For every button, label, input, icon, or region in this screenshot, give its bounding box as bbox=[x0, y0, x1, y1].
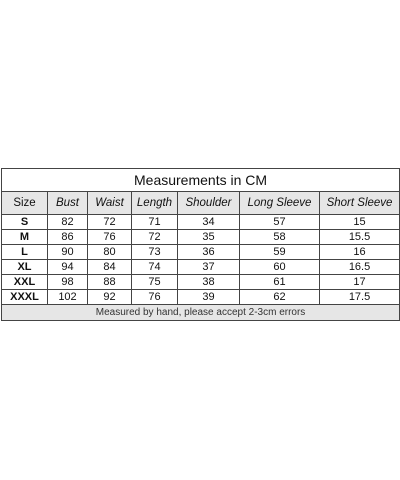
size-cell: L bbox=[2, 245, 48, 260]
size-cell: XL bbox=[2, 260, 48, 275]
waist-cell: 80 bbox=[88, 245, 132, 260]
length-cell: 72 bbox=[132, 230, 178, 245]
shoulder-cell: 38 bbox=[178, 275, 240, 290]
bust-cell: 102 bbox=[48, 290, 88, 305]
waist-cell: 92 bbox=[88, 290, 132, 305]
bust-cell: 90 bbox=[48, 245, 88, 260]
long-sleeve-cell: 59 bbox=[240, 245, 320, 260]
table-row bbox=[2, 245, 400, 260]
table-row bbox=[2, 230, 400, 245]
table-row bbox=[2, 260, 400, 275]
waist-cell: 84 bbox=[88, 260, 132, 275]
long-sleeve-cell: 60 bbox=[240, 260, 320, 275]
length-cell: 73 bbox=[132, 245, 178, 260]
long-sleeve-cell: 58 bbox=[240, 230, 320, 245]
size-cell: XXXL bbox=[2, 290, 48, 305]
size-cell: S bbox=[2, 215, 48, 230]
length-cell: 76 bbox=[132, 290, 178, 305]
length-cell: 74 bbox=[132, 260, 178, 275]
column-header-long-sleeve: Long Sleeve bbox=[240, 192, 320, 215]
short-sleeve-cell: 16 bbox=[320, 245, 400, 260]
waist-cell: 88 bbox=[88, 275, 132, 290]
shoulder-cell: 36 bbox=[178, 245, 240, 260]
short-sleeve-cell: 15.5 bbox=[320, 230, 400, 245]
shoulder-cell: 35 bbox=[178, 230, 240, 245]
waist-cell: 76 bbox=[88, 230, 132, 245]
long-sleeve-cell: 62 bbox=[240, 290, 320, 305]
short-sleeve-cell: 17 bbox=[320, 275, 400, 290]
shoulder-cell: 39 bbox=[178, 290, 240, 305]
long-sleeve-cell: 57 bbox=[240, 215, 320, 230]
size-cell: M bbox=[2, 230, 48, 245]
table-row bbox=[2, 290, 400, 305]
column-header-length: Length bbox=[132, 192, 178, 215]
bust-cell: 82 bbox=[48, 215, 88, 230]
column-header-waist: Waist bbox=[88, 192, 132, 215]
short-sleeve-cell: 17.5 bbox=[320, 290, 400, 305]
measurement-note: Measured by hand, please accept 2-3cm errors bbox=[2, 305, 400, 321]
column-header-short-sleeve: Short Sleeve bbox=[320, 192, 400, 215]
waist-cell: 72 bbox=[88, 215, 132, 230]
length-cell: 71 bbox=[132, 215, 178, 230]
long-sleeve-cell: 61 bbox=[240, 275, 320, 290]
short-sleeve-cell: 16.5 bbox=[320, 260, 400, 275]
column-header-shoulder: Shoulder bbox=[178, 192, 240, 215]
table-title: Measurements in CM bbox=[2, 169, 400, 192]
bust-cell: 94 bbox=[48, 260, 88, 275]
bust-cell: 98 bbox=[48, 275, 88, 290]
size-cell: XXL bbox=[2, 275, 48, 290]
table-row bbox=[2, 215, 400, 230]
column-header-bust: Bust bbox=[48, 192, 88, 215]
shoulder-cell: 34 bbox=[178, 215, 240, 230]
short-sleeve-cell: 15 bbox=[320, 215, 400, 230]
table-row bbox=[2, 275, 400, 290]
shoulder-cell: 37 bbox=[178, 260, 240, 275]
size-chart-table bbox=[1, 168, 400, 321]
column-header-size: Size bbox=[2, 192, 48, 215]
bust-cell: 86 bbox=[48, 230, 88, 245]
length-cell: 75 bbox=[132, 275, 178, 290]
